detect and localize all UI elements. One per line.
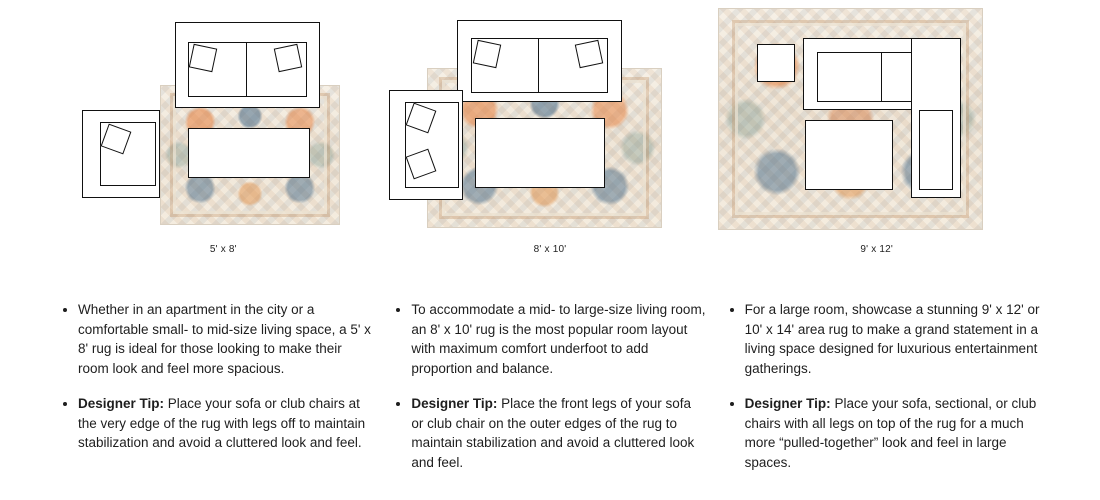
list-item [745,394,1040,472]
text-column-5x8 [60,300,373,472]
designer-tip-label: Designer Tip: [744,396,831,411]
bullet-text: For a large room, showcase a stunning 9' x 12' or 10' x 14' area rug to make a grand statement in a living space designed for luxurious entertainment gatherings. [744,302,1040,376]
bullet-text: Place the front legs of your sofa or club chair on the outer edges of the rug to maintain stabilization and avoid a cluttered look and feel. [411,396,695,470]
list-item [411,300,706,378]
bullet-text: Place your sofa, sectional, or club chairs with all legs on top of the rug for a much more “pulled-together” look and feel in large spaces. [744,396,1037,470]
coffee-table [805,120,893,190]
size-caption-5x8: 5' x 8' [209,244,237,255]
bullet-list-8x10 [393,300,706,472]
list-item [745,300,1040,378]
diagram-stage-5x8 [60,0,387,240]
bullet-text: Place your sofa or club chairs at the very edge of the rug with legs off to maintain stabilization and avoid a cluttered look and feel. [78,396,366,450]
coffee-table [188,128,310,178]
list-item [411,394,706,472]
sofa-pillow-left [189,44,217,72]
sectional-chaise-seat [919,110,953,190]
sofa-pillow-right [574,40,602,68]
bullet-text: Whether in an apartment in the city or a comfortable small- to mid-size living space, a 5' x 8' rug is ideal for those looking to make their room look and feel more spacious. [78,302,371,376]
designer-tip-label: Designer Tip: [78,396,165,411]
side-table [757,44,795,82]
bullet-list-5x8 [60,300,373,453]
text-column-9x12 [727,300,1040,472]
coffee-table [475,118,605,188]
diagram-stage-8x10 [387,0,714,240]
text-row [0,270,1100,472]
diagram-cell-9x12 [713,0,1040,270]
sectional-seat-divider [817,52,882,102]
list-item [78,394,373,453]
designer-tip-label: Designer Tip: [411,396,498,411]
size-caption-8x10: 8' x 10' [533,244,567,255]
sofa-pillow-right [274,44,302,72]
diagram-cell-5x8 [60,0,387,270]
sofa-pillow-left [472,40,500,68]
diagram-cell-8x10 [387,0,714,270]
size-caption-9x12: 9' x 12' [860,244,894,255]
text-column-8x10 [393,300,706,472]
list-item [78,300,373,378]
bullet-list-9x12 [727,300,1040,472]
bullet-text: To accommodate a mid- to large-size living room, an 8' x 10' rug is the most popular room layout with maximum comfort underfoot to add proportion and balance. [411,302,706,376]
diagram-stage-9x12 [713,0,1040,240]
